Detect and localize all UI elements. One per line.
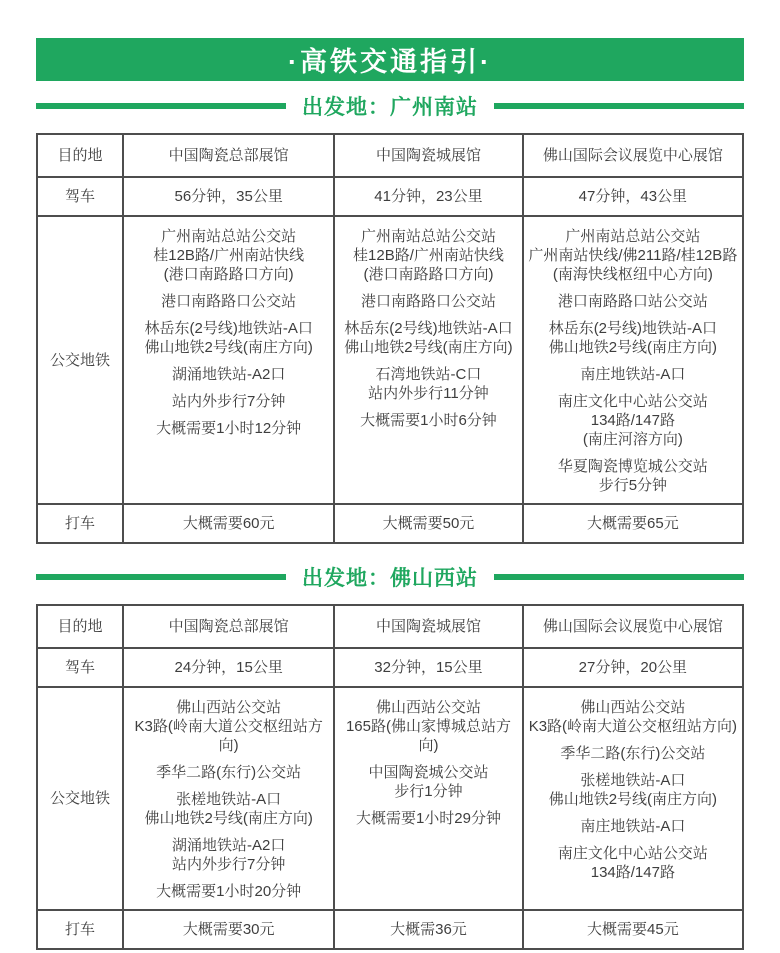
transit-step <box>128 763 329 782</box>
section-heading-row <box>36 564 744 590</box>
transit-step-line: 港口南路路口公交站 <box>161 293 297 310</box>
transit-route-cell <box>523 687 743 910</box>
row-label-drive: 驾车 <box>37 648 123 687</box>
transit-step-line: 林岳东(2号线)地铁站-A口 <box>344 320 513 337</box>
transit-step-line: 季华二路(东行)公交站 <box>156 764 302 781</box>
transit-step-line: 南庄地铁站-A口 <box>580 366 686 383</box>
transit-step <box>128 292 329 311</box>
heading-bar-left <box>36 574 286 580</box>
taxi-row <box>37 504 743 543</box>
transit-route-cell <box>123 687 334 910</box>
drive-time-cell: 41分钟，23公里 <box>334 177 523 216</box>
transit-step-line: (南海快线枢纽中心方向) <box>552 266 713 283</box>
transit-step-line: 大概需要1小时20分钟 <box>156 883 302 900</box>
destination-name-cell: 中国陶瓷城展馆 <box>334 605 523 648</box>
page-title: ·高铁交通指引· <box>288 47 492 77</box>
transit-step-line: 广州南站快线/佛211路/桂12B路 <box>528 247 738 264</box>
transit-step-line: 桂12B路/广州南站快线 <box>153 247 305 264</box>
transit-step-line: 广州南站总站公交站 <box>360 228 496 245</box>
transit-step-line: 石湾地铁站-C口 <box>375 366 482 383</box>
transit-step <box>528 292 738 311</box>
transit-step <box>128 698 329 755</box>
transit-route-cell <box>334 687 523 910</box>
transit-step-line: 张槎地铁站-A口 <box>580 772 686 789</box>
transit-step-line: (南庄河溶方向) <box>582 431 683 448</box>
transit-step-line: 步行1分钟 <box>394 783 463 800</box>
transit-step-line: (港口南路路口方向) <box>163 266 294 283</box>
transit-step <box>128 227 329 284</box>
transit-step-line: 南庄文化中心站公交站 <box>557 393 708 410</box>
transit-step <box>128 365 329 384</box>
transit-step <box>339 292 518 311</box>
route-table <box>36 133 744 544</box>
section-heading-title: 出发地：广州南站 <box>302 96 478 119</box>
transit-step-line: (港口南路路口方向) <box>363 266 494 283</box>
transit-step-line: 佛山地铁2号线(南庄方向) <box>548 791 718 808</box>
heading-bar-right <box>494 103 744 109</box>
taxi-fare-cell: 大概需要65元 <box>523 504 743 543</box>
transit-step-line: K3路(岭南大道公交枢纽站方向) <box>134 718 323 754</box>
transit-step-line: 广州南站总站公交站 <box>161 228 297 245</box>
transit-step <box>339 763 518 801</box>
transit-step-line: 134路/147路 <box>590 412 675 429</box>
section-guangzhou-south <box>36 93 744 544</box>
transit-step-line: 大概需要1小时6分钟 <box>360 412 497 429</box>
transit-step-line: 湖涌地铁站-A2口 <box>172 366 286 383</box>
transit-step <box>528 698 738 736</box>
transit-step <box>528 227 738 284</box>
heading-bar-right <box>494 574 744 580</box>
transit-step-line: 佛山地铁2号线(南庄方向) <box>144 339 313 356</box>
row-label-transit: 公交地铁 <box>37 216 123 504</box>
transit-step-line: 华夏陶瓷博览城公交站 <box>557 458 708 475</box>
row-label-drive: 驾车 <box>37 177 123 216</box>
transit-step-line: 广州南站总站公交站 <box>565 228 701 245</box>
transit-step-line: 佛山西站公交站 <box>580 699 686 716</box>
transit-step <box>528 319 738 357</box>
transit-step-line: 站内外步行7分钟 <box>172 856 286 873</box>
transit-step-line: 港口南路路口公交站 <box>360 293 496 310</box>
row-label-taxi: 打车 <box>37 504 123 543</box>
transit-step-line: 港口南路路口站公交站 <box>557 293 708 310</box>
transit-step-line: 大概需要1小时29分钟 <box>355 810 501 827</box>
page-title-banner <box>36 38 744 81</box>
transit-step <box>528 365 738 384</box>
drive-row <box>37 177 743 216</box>
transit-step-line: 湖涌地铁站-A2口 <box>172 837 286 854</box>
transit-step-line: 佛山西站公交站 <box>375 699 481 716</box>
transit-route-cell <box>123 216 334 504</box>
heading-bar-left <box>36 103 286 109</box>
transit-step-line: 林岳东(2号线)地铁站-A口 <box>144 320 313 337</box>
transit-step <box>528 771 738 809</box>
transit-step-line: 步行5分钟 <box>598 477 668 494</box>
transit-step <box>339 809 518 828</box>
transit-step-line: 桂12B路/广州南站快线 <box>353 247 504 264</box>
destination-header-row <box>37 605 743 648</box>
drive-time-cell: 47分钟，43公里 <box>523 177 743 216</box>
transit-step-line: 站内外步行7分钟 <box>172 393 286 410</box>
transit-step-line: 南庄地铁站-A口 <box>580 818 686 835</box>
row-label-destination: 目的地 <box>37 605 123 648</box>
transit-step-line: 站内外步行11分钟 <box>368 385 489 402</box>
taxi-fare-cell: 大概需要60元 <box>123 504 334 543</box>
transit-step <box>528 392 738 449</box>
transit-step <box>528 744 738 763</box>
taxi-fare-cell: 大概需要45元 <box>523 910 743 949</box>
destination-header-row <box>37 134 743 177</box>
section-foshan-west <box>36 564 744 950</box>
taxi-fare-cell: 大概需36元 <box>334 910 523 949</box>
transit-step <box>339 698 518 755</box>
sections-container <box>36 93 744 950</box>
section-heading-title: 出发地：佛山西站 <box>302 567 478 590</box>
route-table <box>36 604 744 950</box>
transit-step <box>339 319 518 357</box>
transit-row <box>37 687 743 910</box>
transit-step-line: 林岳东(2号线)地铁站-A口 <box>548 320 718 337</box>
transit-step <box>128 790 329 828</box>
row-label-destination: 目的地 <box>37 134 123 177</box>
transit-step-line: 佛山地铁2号线(南庄方向) <box>144 810 313 827</box>
transit-step-line: 佛山地铁2号线(南庄方向) <box>548 339 718 356</box>
destination-name-cell: 佛山国际会议展览中心展馆 <box>523 605 743 648</box>
transit-route-cell <box>334 216 523 504</box>
destination-name-cell: 中国陶瓷城展馆 <box>334 134 523 177</box>
transit-step <box>528 817 738 836</box>
transit-step-line: 季华二路(东行)公交站 <box>560 745 706 762</box>
transit-step-line: 佛山地铁2号线(南庄方向) <box>344 339 513 356</box>
drive-time-cell: 24分钟，15公里 <box>123 648 334 687</box>
transit-step-line: 中国陶瓷城公交站 <box>368 764 489 781</box>
transit-step <box>339 365 518 403</box>
transit-step-line: 134路/147路 <box>590 864 675 881</box>
taxi-fare-cell: 大概需要50元 <box>334 504 523 543</box>
section-heading-row <box>36 93 744 119</box>
transit-step <box>128 836 329 874</box>
transit-step-line: K3路(岭南大道公交枢纽站方向) <box>528 718 738 735</box>
drive-time-cell: 32分钟，15公里 <box>334 648 523 687</box>
transit-step <box>339 227 518 284</box>
transit-route-cell <box>523 216 743 504</box>
transit-step-line: 张槎地铁站-A口 <box>176 791 282 808</box>
transit-step-line: 165路(佛山家博城总站方向) <box>345 718 511 754</box>
transit-step <box>528 844 738 882</box>
drive-time-cell: 27分钟，20公里 <box>523 648 743 687</box>
taxi-row <box>37 910 743 949</box>
transit-step-line: 南庄文化中心站公交站 <box>557 845 708 862</box>
transit-step <box>339 411 518 430</box>
row-label-taxi: 打车 <box>37 910 123 949</box>
transit-step <box>528 457 738 495</box>
transit-step-line: 大概需要1小时12分钟 <box>156 420 302 437</box>
drive-time-cell: 56分钟，35公里 <box>123 177 334 216</box>
row-label-transit: 公交地铁 <box>37 687 123 910</box>
transit-step <box>128 419 329 438</box>
destination-name-cell: 中国陶瓷总部展馆 <box>123 605 334 648</box>
destination-name-cell: 中国陶瓷总部展馆 <box>123 134 334 177</box>
transit-step <box>128 882 329 901</box>
transit-step <box>128 392 329 411</box>
destination-name-cell: 佛山国际会议展览中心展馆 <box>523 134 743 177</box>
transit-step-line: 佛山西站公交站 <box>176 699 282 716</box>
transit-step <box>128 319 329 357</box>
transit-row <box>37 216 743 504</box>
drive-row <box>37 648 743 687</box>
taxi-fare-cell: 大概需要30元 <box>123 910 334 949</box>
